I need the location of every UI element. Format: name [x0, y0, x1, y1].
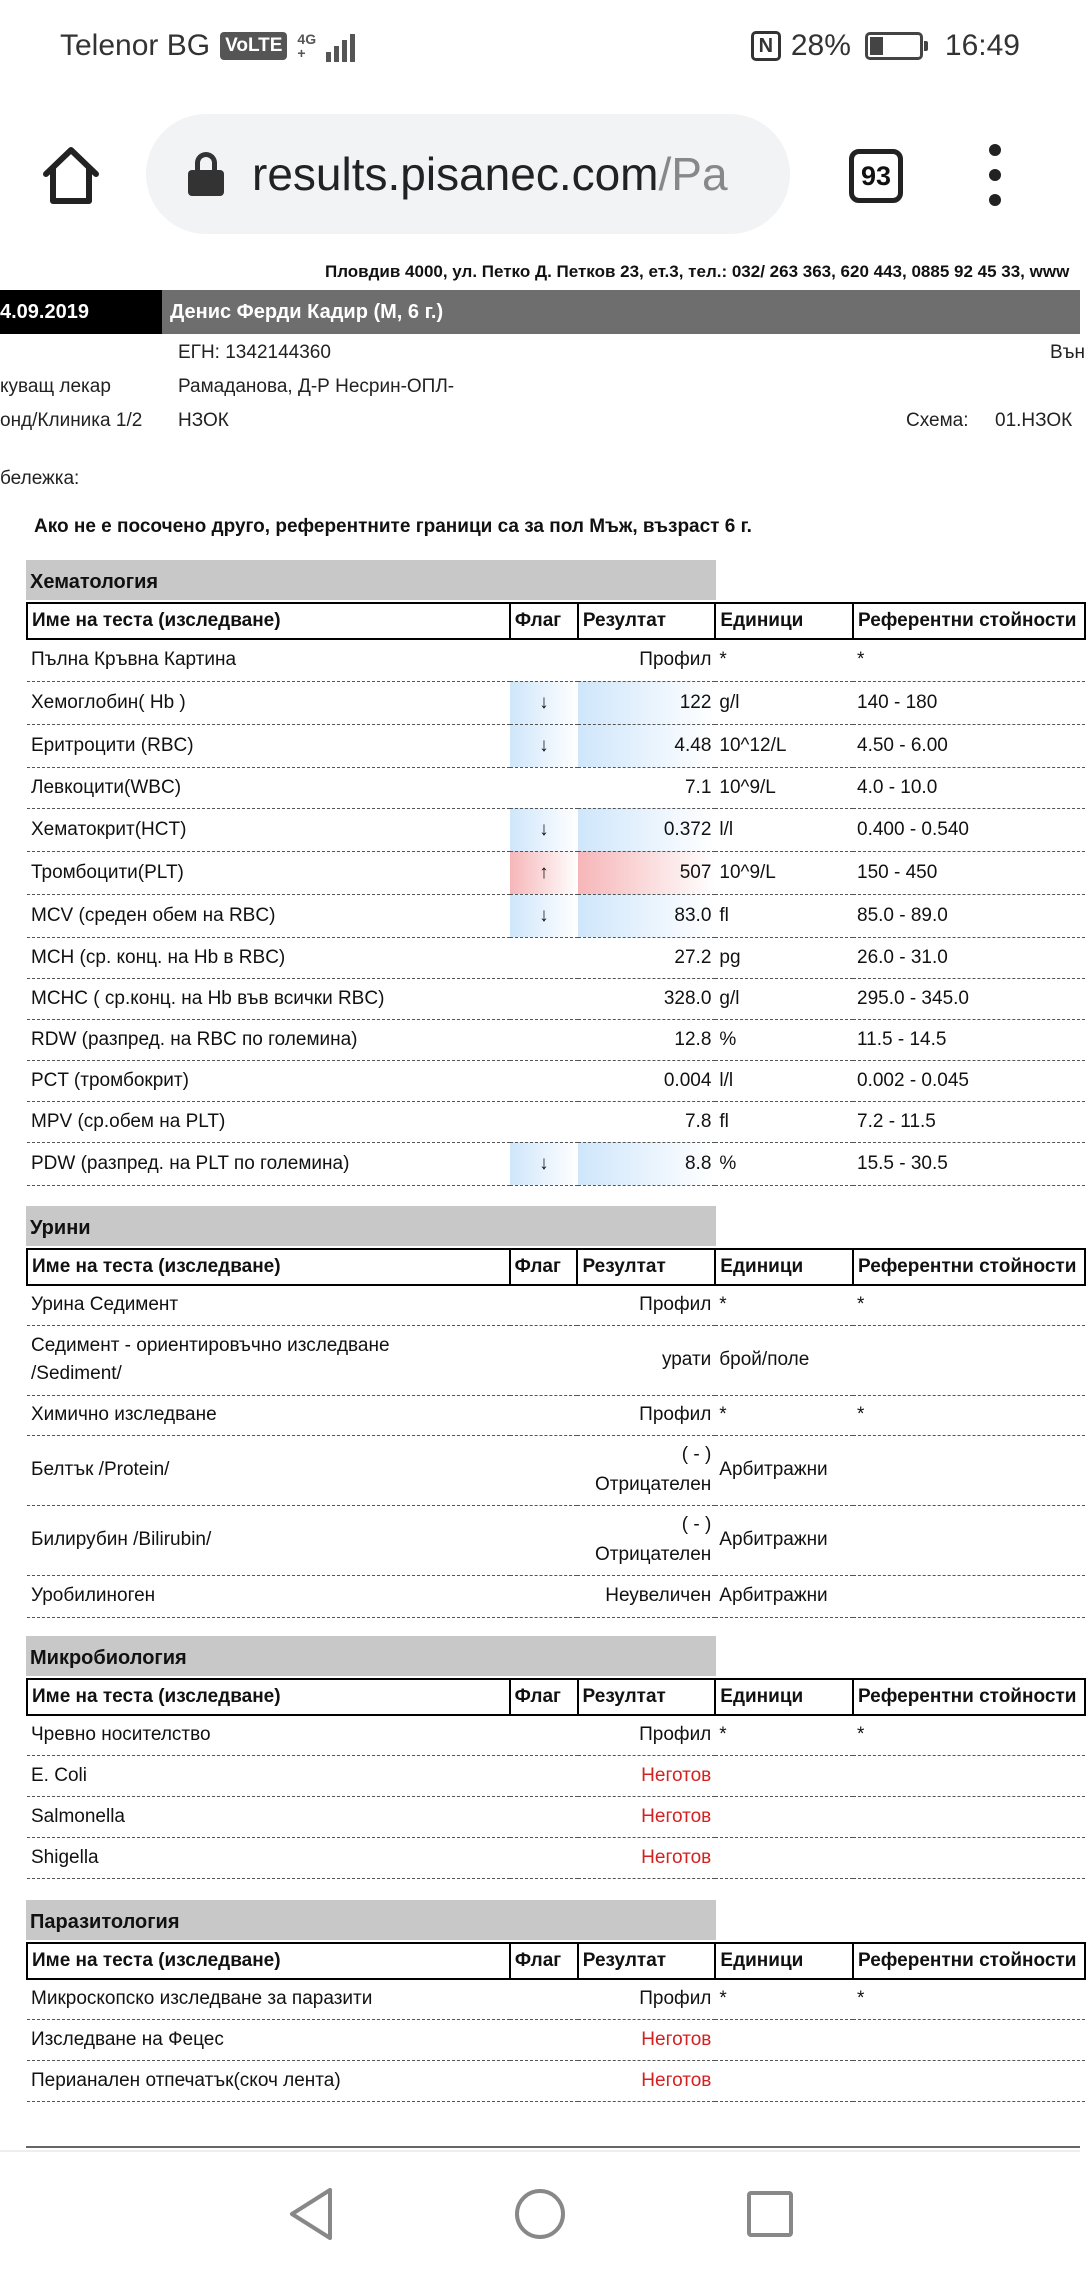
- table-row: MCHC ( ср.конц. на Hb във всички RBC) 328.0 g/l 295.0 - 345.0: [27, 978, 1085, 1019]
- table-row: RDW (разпред. на RBC по големина) 12.8 % 11.5 - 14.5: [27, 1019, 1085, 1060]
- table-header: Име на теста (изследване) Флаг Резултат Единици Референтни стойности: [27, 1679, 1085, 1715]
- status-left: [60, 29, 355, 63]
- battery-percent: 28%: [790, 29, 851, 62]
- status-pending: Неготов: [578, 2060, 716, 2101]
- table-row: Пълна Кръвна Картина Профил * *: [27, 639, 1085, 681]
- table-row: Перианален отпечатък(скоч лента) Неготов: [27, 2060, 1085, 2101]
- overflow-menu-icon[interactable]: [985, 144, 1005, 206]
- home-circle-icon[interactable]: [514, 2188, 566, 2240]
- table-row: Хемоглобин( Hb ) ↓ 122 g/l 140 - 180: [27, 681, 1085, 724]
- system-navigation-bar: [0, 2150, 1080, 2280]
- table-row: Уробилиноген Неувеличен Арбитражни: [27, 1575, 1085, 1617]
- result-date: 4.09.2019: [0, 290, 162, 334]
- address-bar[interactable]: [146, 114, 790, 234]
- lock-icon: [188, 152, 224, 196]
- table-row: Левкоцити(WBC) 7.1 10^9/L 4.0 - 10.0: [27, 767, 1085, 808]
- patient-egn: ЕГН: 1342144360: [178, 342, 331, 363]
- table-row: MCV (среден обем на RBC) ↓ 83.0 fl 85.0 - 89.0: [27, 894, 1085, 937]
- section-hematology: Хематология: [26, 560, 716, 600]
- section-parasitology: Паразитология: [26, 1900, 716, 1940]
- table-row: Белтък /Protein/ ( - ) Отрицателен Арбитражни: [27, 1435, 1085, 1505]
- tab-switcher-button[interactable]: 93: [849, 149, 903, 203]
- web-page: [0, 262, 1086, 2150]
- status-right: [751, 29, 1020, 63]
- table-header: Име на теста (изследване) Флаг Резултат Единици Референтни стойности: [27, 1249, 1085, 1285]
- status-bar: [0, 0, 1080, 92]
- table-row: Урина Седимент Профил * *: [27, 1285, 1085, 1325]
- signal-icon: [326, 30, 355, 62]
- table-row: E. Coli Неготов: [27, 1755, 1085, 1796]
- table-row: Чревно носителство Профил * *: [27, 1715, 1085, 1755]
- table-row: MCH (ср. конц. на Hb в RBC) 27.2 pg 26.0 - 31.0: [27, 937, 1085, 978]
- flag-high: ↑: [510, 851, 578, 894]
- back-icon[interactable]: [286, 2186, 336, 2242]
- lab-address: Пловдив 4000, ул. Петко Д. Петков 23, ет.3, тел.: 032/ 263 363, 620 443, 0885 92 45 33, www: [325, 262, 1070, 281]
- table-row: Еритроцити (RBC) ↓ 4.48 10^12/L 4.50 - 6.00: [27, 724, 1085, 767]
- fund-value: НЗОК: [178, 410, 229, 431]
- clock: 16:49: [944, 29, 1020, 62]
- status-pending: Неготов: [578, 1837, 716, 1878]
- note-label: бележка:: [0, 468, 80, 489]
- battery-icon: [865, 32, 923, 60]
- scheme-value: 01.НЗОК: [995, 410, 1073, 431]
- reference-notice: Ако не е посочено друго, референтните граници са за пол Мъж, възраст 6 г.: [34, 516, 752, 537]
- flag-low: ↓: [510, 894, 578, 937]
- nfc-icon: N: [751, 31, 781, 61]
- table-row: Седимент - ориентировъчно изследване /Sediment/ урати брой/поле: [27, 1325, 1085, 1395]
- microbiology-table: [26, 1678, 1086, 1879]
- parasitology-table: [26, 1942, 1086, 2102]
- fund-label: онд/Клиника 1/2: [0, 410, 143, 431]
- page-divider: [26, 2146, 1080, 2148]
- flag-low: ↓: [510, 808, 578, 851]
- table-row: Тромбоцити(PLT) ↑ 507 10^9/L 150 - 450: [27, 851, 1085, 894]
- patient-name: Денис Ферди Кадир (М, 6 г.): [170, 301, 444, 323]
- doctor-label: куващ лекар: [0, 376, 111, 397]
- table-row: Билирубин /Bilirubin/ ( - ) Отрицателен Арбитражни: [27, 1505, 1085, 1575]
- table-header: Име на теста (изследване) Флаг Резултат Единици Референтни стойности: [27, 1943, 1085, 1979]
- status-pending: Неготов: [578, 1755, 716, 1796]
- doctor-name: Рамаданова, Д-Р Несрин-ОПЛ-: [178, 376, 455, 397]
- flag-low: ↓: [510, 1142, 578, 1185]
- section-microbiology: Микробиология: [26, 1636, 716, 1676]
- url-text: results.pisanec.com/Pa: [252, 148, 728, 200]
- urine-table: [26, 1248, 1086, 1618]
- browser-toolbar: [0, 92, 1080, 262]
- carrier-name: Telenor BG: [60, 29, 211, 62]
- right-label: Вън: [1050, 342, 1086, 363]
- volte-badge: VoLTE: [220, 32, 287, 60]
- section-urine: Урини: [26, 1206, 716, 1246]
- flag-low: ↓: [510, 724, 578, 767]
- table-row: Salmonella Неготов: [27, 1796, 1085, 1837]
- patient-header: [0, 290, 1080, 334]
- flag-low: ↓: [510, 681, 578, 724]
- table-row: Хематокрит(HCT) ↓ 0.372 l/l 0.400 - 0.540: [27, 808, 1085, 851]
- status-pending: Неготов: [578, 2019, 716, 2060]
- table-row: MPV (ср.обем на PLT) 7.8 fl 7.2 - 11.5: [27, 1101, 1085, 1142]
- table-row: Shigella Неготов: [27, 1837, 1085, 1878]
- table-row: PCT (тромбокрит) 0.004 l/l 0.002 - 0.045: [27, 1060, 1085, 1101]
- status-pending: Неготов: [578, 1796, 716, 1837]
- recents-icon[interactable]: [746, 2190, 794, 2238]
- table-row: Химично изследване Профил * *: [27, 1395, 1085, 1435]
- network-type: 4G +: [297, 31, 317, 61]
- table-row: Микроскопско изследване за паразити Профил * *: [27, 1979, 1085, 2019]
- scheme-label: Схема:: [906, 410, 969, 431]
- hematology-table: [26, 602, 1086, 1186]
- table-row: Изследване на Фецес Неготов: [27, 2019, 1085, 2060]
- table-header: Име на теста (изследване) Флаг Резултат Единици Референтни стойности: [27, 603, 1085, 639]
- table-row: PDW (разпред. на PLT по големина) ↓ 8.8 % 15.5 - 30.5: [27, 1142, 1085, 1185]
- home-icon[interactable]: [40, 144, 102, 206]
